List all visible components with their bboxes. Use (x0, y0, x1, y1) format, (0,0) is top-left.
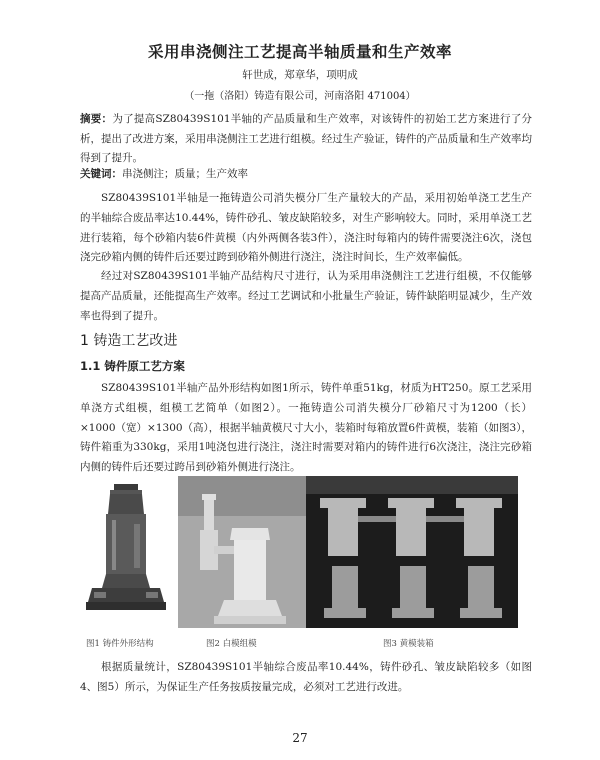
paragraph-intro-2: 经过对SZ80439S101半轴产品结构尺寸进行，认为采用串浇侧注工艺进行组模，不仅能够提高产品质量，还能提高生产效率。经过工艺调试和小批量生产验证，铸件缺陷明显减少，生产效率也得到了提升。 (80, 270, 532, 322)
figure-3-yellow-pattern-box (306, 476, 518, 628)
abstract-text: 为了提高SZ80439S101半轴的产品质量和生产效率，对该铸件的初始工艺方案进行了分析，提出了改进方案，采用串浇侧注工艺进行组模。经过生产验证，铸件的产品质量和生产效率均得到了提升。 (80, 113, 533, 164)
page-number: 27 (292, 731, 308, 745)
abstract (80, 110, 532, 169)
figure-2-white-pattern (178, 476, 306, 628)
section-heading-1-1: 1.1 铸件原工艺方案 (80, 359, 185, 373)
paragraph-quality-stats: 根据质量统计，SZ80439S101半轴综合废品率10.44%，铸件砂孔、皱皮缺陷较多（如图4、图5）所示，为保证生产任务按质按量完成，必须对工艺进行改进。 (80, 661, 532, 693)
abstract-label: 摘要： (80, 113, 113, 125)
figure-2-caption: 图2 白模组模 (206, 639, 257, 649)
figure-1-casting-structure (84, 476, 168, 628)
paragraph-intro-1: SZ80439S101半轴是一拖铸造公司消失模分厂生产量较大的产品，采用初始单浇工艺生产的半轴综合废品率达10.44%，铸件砂孔、皱皮缺陷较多，对生产影响较大。同时，采用单浇工艺进行装箱，每个砂箱内装6件黄模（内外两侧各装3件），浇注时每箱内的铸件需要浇注6次，浇包浇完砂箱内侧的铸件后还要过跨到砂箱外侧进行浇注，浇注时间长，生产效率偏低。 (80, 192, 532, 264)
affiliation: （一拖（洛阳）铸造有限公司，河南洛阳 471004） (184, 91, 416, 102)
keywords (80, 166, 532, 181)
authors: 轩世成，郑章华，项明成 (242, 69, 358, 81)
paragraph-original-process: SZ80439S101半轴产品外形结构如图1所示，铸件单重51kg，材质为HT250。原工艺采用单浇方式组模，组模工艺简单（如图2）。一拖铸造公司消失模分厂砂箱尺寸为1200（长）×1000（宽）×1300（高），根据半轴黄模尺寸大小，装箱时每箱放置6件黄模，装箱（如图3），铸件箱重为330kg，采用1吨浇包进行浇注，浇注时需要对箱内的铸件进行6次浇注，浇注完砂箱内侧的铸件后还要过跨吊到砂箱外侧进行浇注。 (80, 382, 532, 474)
section-heading-1: 1 铸造工艺改进 (80, 333, 178, 349)
figure-3-caption: 图3 黄模装箱 (383, 639, 434, 649)
keywords-text: 串浇侧注；质量；生产效率 (122, 168, 248, 180)
figure-1-caption: 图1 铸件外形结构 (86, 639, 154, 649)
paper-title: 采用串浇侧注工艺提高半轴质量和生产效率 (147, 43, 452, 61)
keywords-label: 关键词： (80, 168, 122, 180)
